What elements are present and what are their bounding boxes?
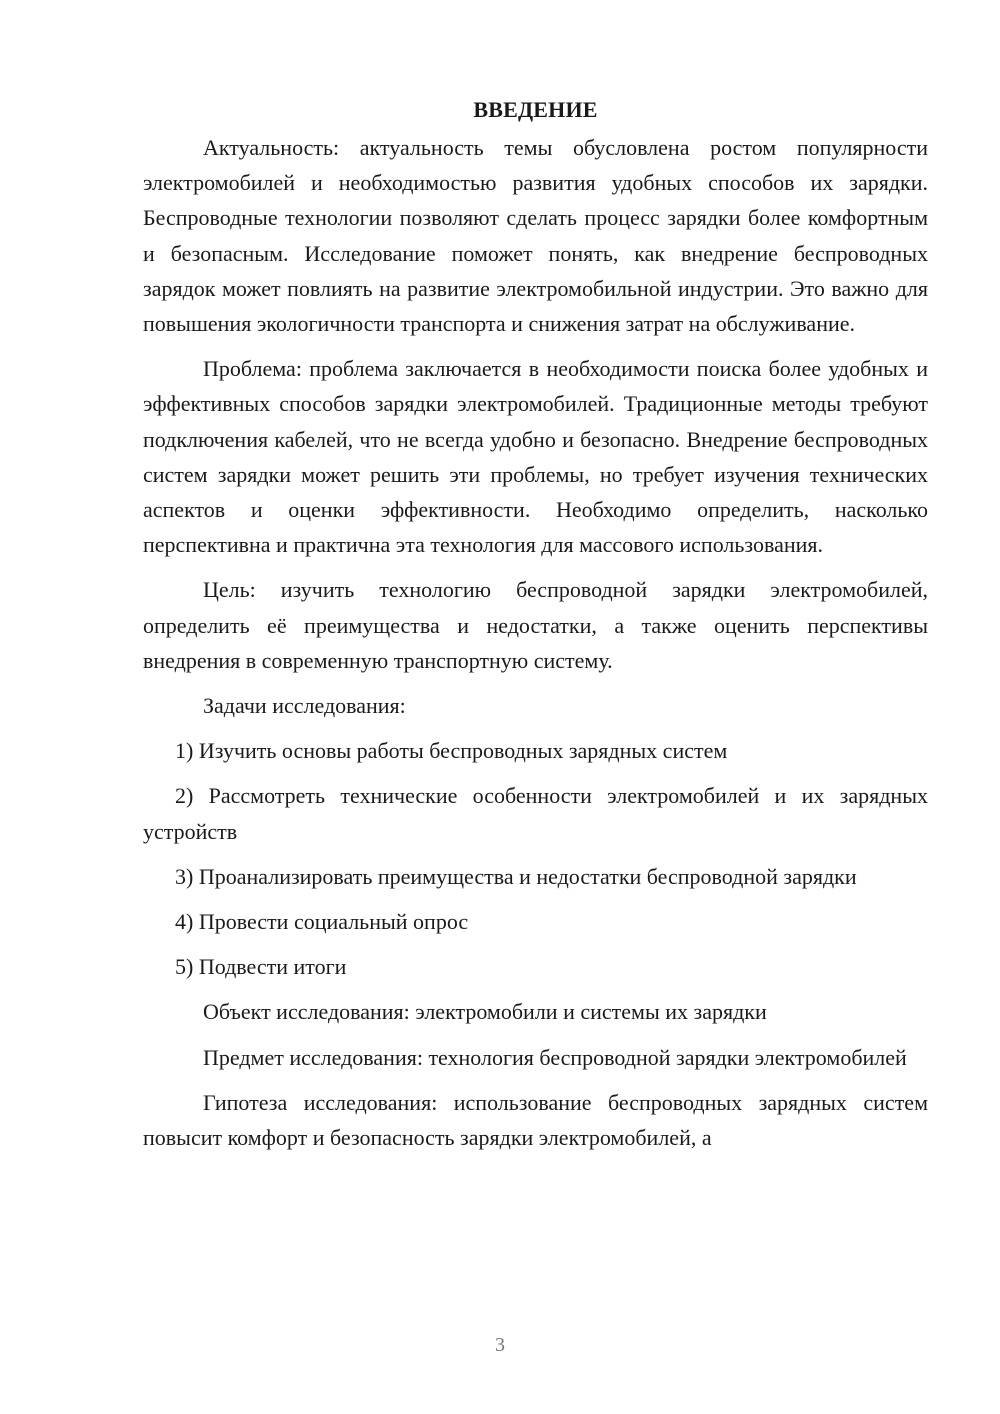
subject-paragraph: Предмет исследования: технология беспроводной зарядки электромобилей (203, 1044, 907, 1070)
object-paragraph: Объект исследования: электромобили и системы их зарядки (203, 999, 767, 1025)
relevance-paragraph: Актуальность: актуальность темы обусловлена ростом популярности электромобилей и необходимостью развития удобных способов их зарядки. Беспроводные технологии позволяют сделать процесс зарядки более комфортным и безопасным. Исследование поможет понять, как внедрение беспроводных зарядок может повлиять на развитие электромобильной индустрии. Это важно для повышения экологичности транспорта и снижения затрат на обслуживание. (143, 135, 928, 337)
task-item-1: 1) Изучить основы работы беспроводных зарядных систем (175, 738, 728, 764)
problem-paragraph: Проблема: проблема заключается в необходимости поиска более удобных и эффективных способов зарядки электромобилей. Традиционные методы требуют подключения кабелей, что не всегда удобно и безопасно. Внедрение беспроводных систем зарядки может решить эти проблемы, но требует изучения технических аспектов и оценки эффективности. Необходимо определить, насколько перспективна и практична эта технология для массового использования. (143, 356, 928, 558)
task-item-5: 5) Подвести итоги (175, 954, 347, 980)
task-item-2: 2) Рассмотреть технические особенности электромобилей и их зарядных устройств (143, 783, 928, 844)
page-title: ВВЕДЕНИЕ (473, 97, 598, 122)
tasks-heading: Задачи исследования: (203, 693, 406, 719)
task-item-3: 3) Проанализировать преимущества и недостатки беспроводной зарядки (175, 863, 857, 889)
task-item-4: 4) Провести социальный опрос (175, 909, 469, 935)
document-page (143, 96, 928, 1155)
hypothesis-paragraph: Гипотеза исследования: использование беспроводных зарядных систем повысит комфорт и безопасность зарядки электромобилей, а (143, 1089, 928, 1151)
goal-paragraph: Цель: изучить технологию беспроводной зарядки электромобилей, определить её преимущества и недостатки, а также оценить перспективы внедрения в современную транспортную систему. (143, 577, 928, 673)
page-number: 3 (495, 1334, 505, 1356)
